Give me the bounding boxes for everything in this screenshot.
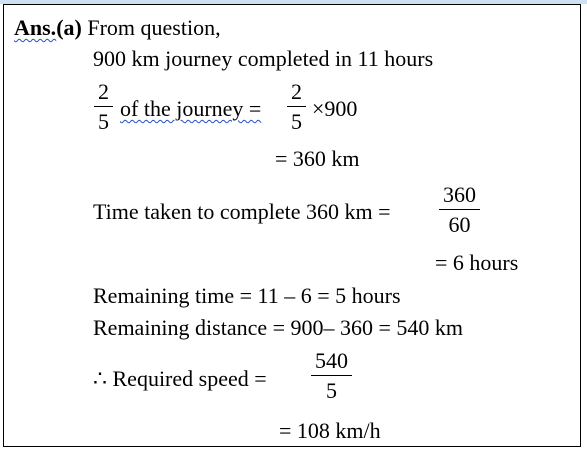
fraction-numerator: 2 — [98, 79, 109, 104]
multiply-value: 900 — [324, 96, 358, 121]
given-line: 900 km journey completed in 11 hours — [93, 46, 434, 71]
solution-box — [3, 4, 581, 447]
remaining-time-line: Remaining time = 11 – 6 = 5 hours — [93, 283, 401, 308]
fraction-bar — [94, 106, 113, 107]
multiply-sign: × — [312, 96, 325, 121]
answer-label: Ans.(a) — [14, 15, 82, 40]
fraction-bar — [287, 106, 306, 107]
fraction-denominator: 60 — [448, 212, 471, 237]
intro-text: From question, — [87, 15, 221, 40]
fraction-540-over-5 — [311, 350, 352, 402]
fraction-two-fifths — [94, 81, 113, 133]
required-speed-text: Required speed = — [112, 366, 267, 391]
time-taken-text: Time taken to complete 360 km = — [93, 199, 391, 224]
fraction-bar — [439, 209, 480, 210]
fraction-numerator: 540 — [315, 348, 348, 373]
fraction-360-over-60 — [439, 184, 480, 236]
fraction-denominator: 5 — [326, 378, 337, 403]
result-360-km: = 360 km — [275, 146, 360, 171]
required-speed-line — [93, 368, 267, 390]
fraction-numerator: 2 — [291, 79, 302, 104]
answer-heading — [14, 17, 221, 39]
fraction-denominator: 5 — [291, 109, 302, 134]
result-speed: = 108 km/h — [279, 418, 381, 443]
multiply-expression — [312, 98, 357, 120]
fraction-denominator: 5 — [98, 109, 109, 134]
remaining-distance-line: Remaining distance = 900– 360 = 540 km — [93, 315, 464, 340]
result-6-hours: = 6 hours — [435, 250, 519, 275]
therefore-symbol: ∴ — [93, 366, 107, 391]
fraction-numerator: 360 — [443, 182, 476, 207]
fraction-bar — [311, 375, 352, 376]
fraction-line-text: of the journey = — [120, 96, 262, 121]
fraction-two-fifths-2 — [287, 81, 306, 133]
